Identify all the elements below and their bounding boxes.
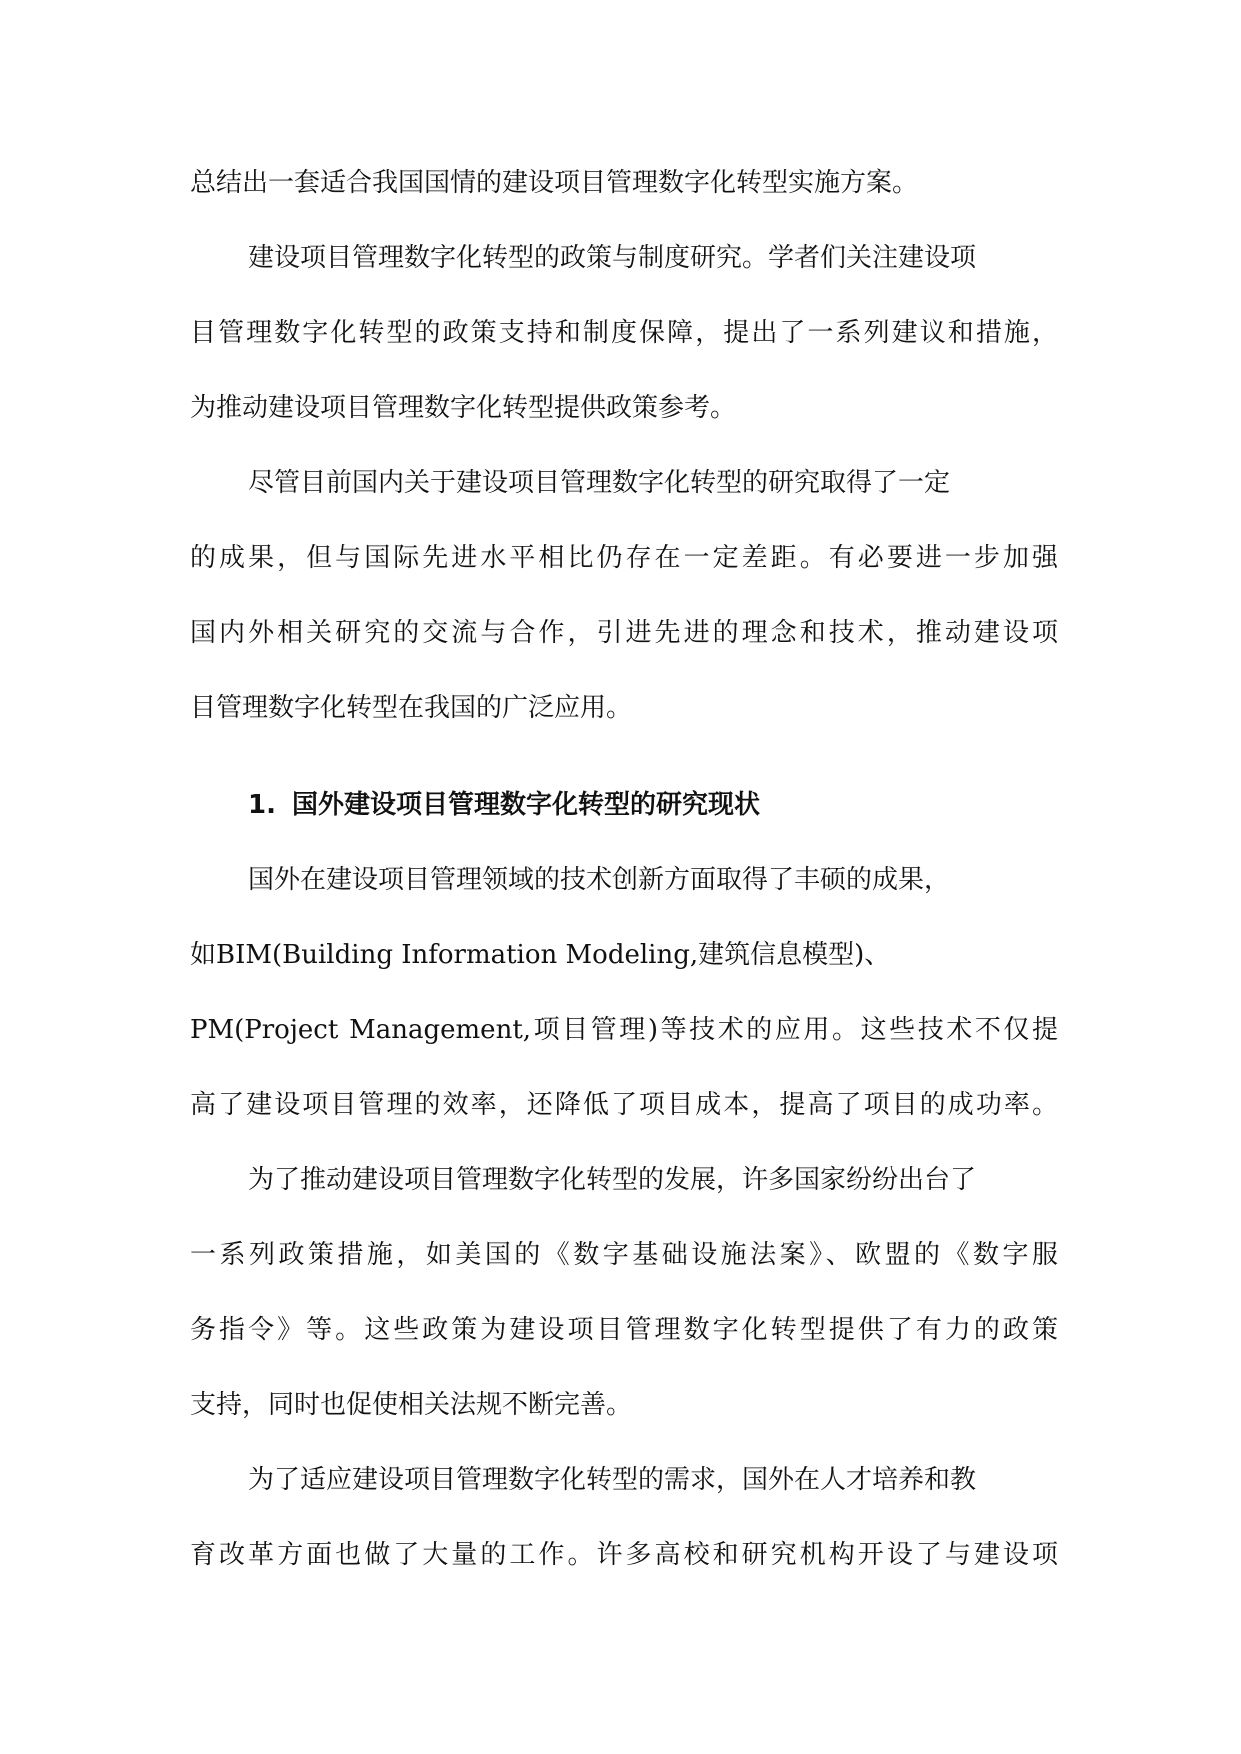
text-line: 一系列政策措施，如美国的《数字基础设施法案》、欧盟的《数字服: [190, 1240, 1058, 1270]
paragraph: [190, 221, 1058, 446]
text-line: 为了推动建设项目管理数字化转型的发展，许多国家纷纷出台了: [248, 1165, 977, 1195]
text-line: 尽管目前国内关于建设项目管理数字化转型的研究取得了一定: [248, 468, 951, 498]
text-line: 的成果，但与国际先进水平相比仍存在一定差距。有必要进一步加强: [190, 543, 1058, 573]
text-line: 建设项目管理数字化转型的政策与制度研究。学者们关注建设项: [248, 243, 977, 273]
paragraph: [190, 1143, 1058, 1443]
text-line: 国内外相关研究的交流与合作，引进先进的理念和技术，推动建设项: [190, 618, 1058, 648]
paragraph: [190, 843, 1058, 1143]
text-line: 总结出一套适合我国国情的建设项目管理数字化转型实施方案。: [190, 168, 919, 198]
text-line: 高了建设项目管理的效率，还降低了项目成本，提高了项目的成功率。: [190, 1090, 1058, 1120]
section-heading: [190, 768, 1058, 843]
text-line: 支持，同时也促使相关法规不断完善。: [190, 1390, 633, 1420]
text-line: 务指令》等。这些政策为建设项目管理数字化转型提供了有力的政策: [190, 1315, 1058, 1345]
text-line: 国外在建设项目管理领域的技术创新方面取得了丰硕的成果，: [248, 865, 951, 895]
text-line: 目管理数字化转型的政策支持和制度保障，提出了一系列建议和措施，: [190, 318, 1058, 348]
text-line: 目管理数字化转型在我国的广泛应用。: [190, 693, 633, 723]
paragraph: [190, 446, 1058, 746]
section-number: 1.: [248, 790, 276, 820]
document-body: [190, 146, 1058, 1593]
spacer: [190, 746, 1058, 768]
text-line: 如BIM(Building Information Modeling,建筑信息模型)、: [190, 940, 891, 970]
text-line: 育改革方面也做了大量的工作。许多高校和研究机构开设了与建设项: [190, 1540, 1058, 1570]
text-line: 为了适应建设项目管理数字化转型的需求，国外在人才培养和教: [248, 1465, 977, 1495]
text-line: PM(Project Management,项目管理)等技术的应用。这些技术不仅提: [190, 1015, 1058, 1045]
section-title: 国外建设项目管理数字化转型的研究现状: [292, 790, 761, 820]
text-line: 为推动建设项目管理数字化转型提供政策参考。: [190, 393, 737, 423]
paragraph: [190, 146, 1058, 221]
paragraph: [190, 1443, 1058, 1593]
